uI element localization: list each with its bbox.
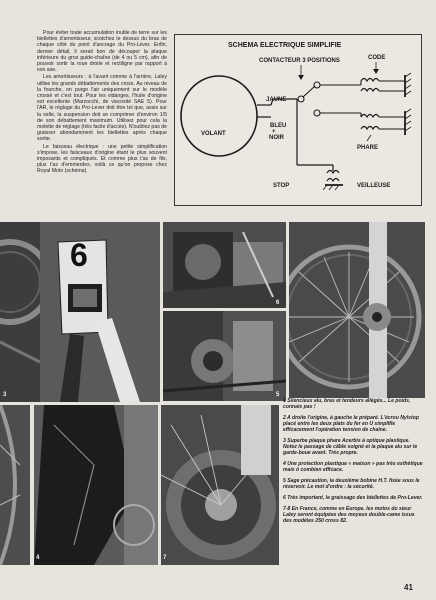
photo-engine-side bbox=[163, 311, 286, 401]
photo-number-3: 3 bbox=[3, 392, 7, 398]
label-code: CODE bbox=[368, 55, 386, 61]
caption: 1 Silencieux alu, bras et tendeurs allégés... Le poids, connais pas ! bbox=[283, 398, 411, 410]
page-number: 41 bbox=[404, 583, 413, 592]
article-text bbox=[37, 30, 167, 176]
photo-engine-top bbox=[163, 222, 286, 308]
caption: 2 A droite l'origine, à gauche le préparé. L'écrou Nylstop placé entre les deux plats du fer en U simplifie efficacement l'opération tension de chaîne. bbox=[283, 415, 419, 433]
photo-front-wheel bbox=[289, 222, 425, 398]
plate-number: 6 bbox=[70, 237, 88, 273]
label-contacteur: CONTACTEUR 3 POSITIONS bbox=[259, 58, 340, 64]
photo-left-wheel bbox=[0, 405, 30, 565]
photo-number-5: 5 bbox=[276, 392, 280, 398]
photo-plastic-guard bbox=[34, 405, 158, 565]
photo-captions bbox=[283, 398, 423, 529]
caption: 4 Une protection plastique « maison » pas très esthétique mais ô combien efficace. bbox=[283, 461, 423, 473]
article-paragraph: Les amortisseurs : à l'avant comme à l'arrière, Laley utilise les grands débattements des cross. Au niveau de la fourche, on purge l'air uniquement sur le modèle crossé et c'est tout. Pour les vidanges, l'huile d'origine est excellente (Marzocchi, de viscosité SAE 5). Pour l'AR, le réglage du Pro-Lever doit être tel que, assis sur la selle, la suspension doit se comprimer d'environ 1/5 de son débattement maximum. Utilisez pour cela la molette de réglage (très facile d'accès). N'oubliez pas de graisser abondamment les biellettes après chaque sortie. bbox=[37, 74, 168, 143]
diagram-title: SCHEMA ELECTRIQUE SIMPLIFIE bbox=[228, 42, 342, 49]
caption: 5 Sage précaution, la deuxième bobine H.T. fixée sous le réservoir. Le mot d'ordre : la sécurité. bbox=[283, 478, 420, 490]
label-stop: STOP bbox=[273, 183, 290, 189]
caption: 6 Très important, le graissage des biellettes de Pro-Lever. bbox=[283, 495, 423, 501]
label-plus: + bbox=[272, 129, 276, 135]
label-phare: PHARE bbox=[357, 145, 379, 151]
label-volant: VOLANT bbox=[201, 131, 226, 137]
label-bleu: BLEU bbox=[270, 123, 287, 129]
photo-number-6: 6 bbox=[276, 300, 280, 306]
volant-circle bbox=[181, 76, 257, 156]
photo-number-4: 4 bbox=[36, 555, 40, 561]
caption: 3 Superbe plaque phare Acerbis à optique plastique. Notez le passage de câble soigné et la plaque alu sur le garde-boue avant. Très propre. bbox=[283, 438, 418, 456]
photo-number-7: 7 bbox=[163, 555, 167, 561]
article-paragraph: Pour éviter toute accumulation inutile de terre sur les biellettes d'amortisseur, scotchez le dessus du bras de chaque côté du point d'ancrage du Pro-Lever. Enfin, dernier détail, il serait bon de découper la plaque inférieure du gros guide-chaîne (de 4 ou 5 cm), afin de pouvoir sortir la roue droite et rectiligne par rapport à son axe. bbox=[37, 30, 167, 74]
label-noir: NOIR bbox=[269, 135, 284, 141]
label-veilleuse: VEILLEUSE bbox=[357, 183, 391, 189]
wiring-diagram bbox=[174, 34, 422, 206]
caption: 7-8 En France, comme en Europe, les motos du sieur Laley seront équipées des moyeux double-came issus des modèles 250 cross 82. bbox=[283, 506, 415, 524]
label-jaune: JAUNE bbox=[266, 97, 287, 103]
article-paragraph: Le faisceau électrique : une petite simplification s'impose, les faisceaux d'origine étant le plus souvent imposants et compliqués. Et comme plus t'as de fils, plus t'as d'emmerdes, voilà ce qu'on propose chez Royal Moto (schéma). bbox=[37, 143, 167, 175]
photo-drum-brake bbox=[161, 405, 279, 565]
